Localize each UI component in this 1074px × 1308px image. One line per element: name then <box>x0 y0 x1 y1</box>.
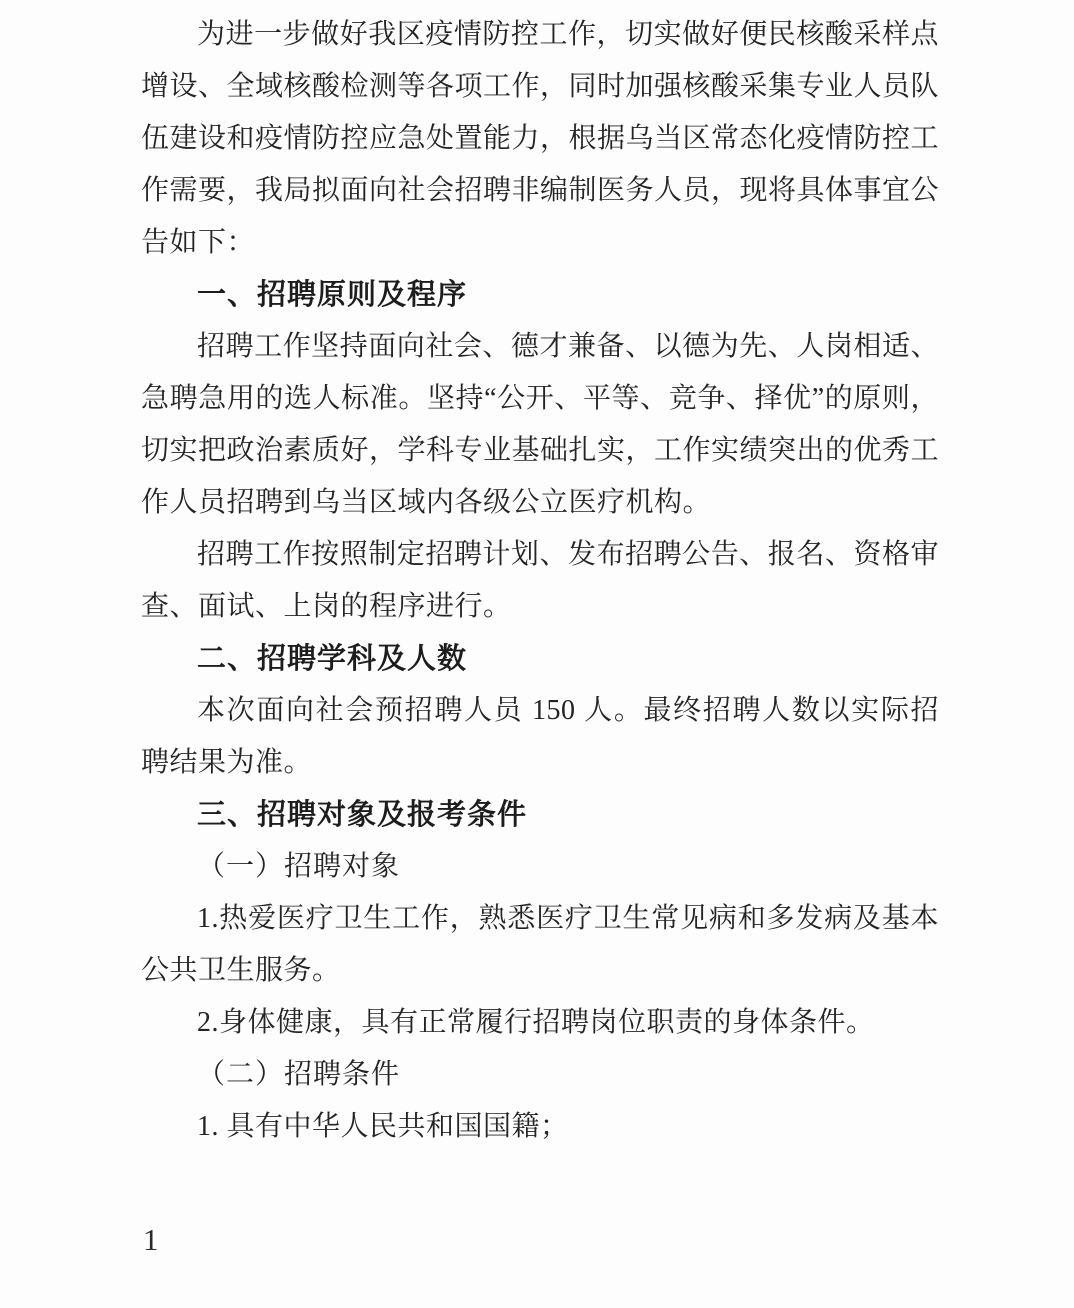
section-3-subheading-1: （一）招聘对象 <box>197 851 401 882</box>
section-1-paragraph-2: 招聘工作按照制定招聘计划、发布招聘公告、报名、资格审查、面试、上岗的程序进行。 <box>141 539 939 622</box>
section-2-paragraph-1: 本次面向社会预招聘人员 150 人。最终招聘人数以实际招聘结果为准。 <box>141 695 939 778</box>
section-3-subheading-2: （二）招聘条件 <box>197 1059 401 1090</box>
document-body <box>141 9 939 1153</box>
section-3-sub1-item-2: 2.身体健康，具有正常履行招聘岗位职责的身体条件。 <box>197 1007 875 1038</box>
section-3-sub2-item-1: 1. 具有中华人民共和国国籍； <box>197 1111 569 1142</box>
section-3-sub1-item-1: 1.热爱医疗卫生工作，熟悉医疗卫生常见病和多发病及基本公共卫生服务。 <box>141 903 939 986</box>
page-number: 1 <box>143 1222 159 1257</box>
section-3-heading: 三、招聘对象及报考条件 <box>197 799 528 831</box>
section-2-heading: 二、招聘学科及人数 <box>197 643 468 675</box>
intro-paragraph: 为进一步做好我区疫情防控工作，切实做好便民核酸采样点增设、全域核酸检测等各项工作，同时加强核酸采集专业人员队伍建设和疫情防控应急处置能力，根据乌当区常态化疫情防控工作需要，我局拟面向社会招聘非编制医务人员，现将具体事宜公告如下： <box>141 19 940 258</box>
section-1-paragraph-1: 招聘工作坚持面向社会、德才兼备、以德为先、人岗相适、急聘急用的选人标准。坚持“公开、平等、竞争、择优”的原则，切实把政治素质好，学科专业基础扎实，工作实绩突出的优秀工作人员招聘到乌当区域内各级公立医疗机构。 <box>141 331 940 518</box>
section-1-heading: 一、招聘原则及程序 <box>197 279 468 311</box>
